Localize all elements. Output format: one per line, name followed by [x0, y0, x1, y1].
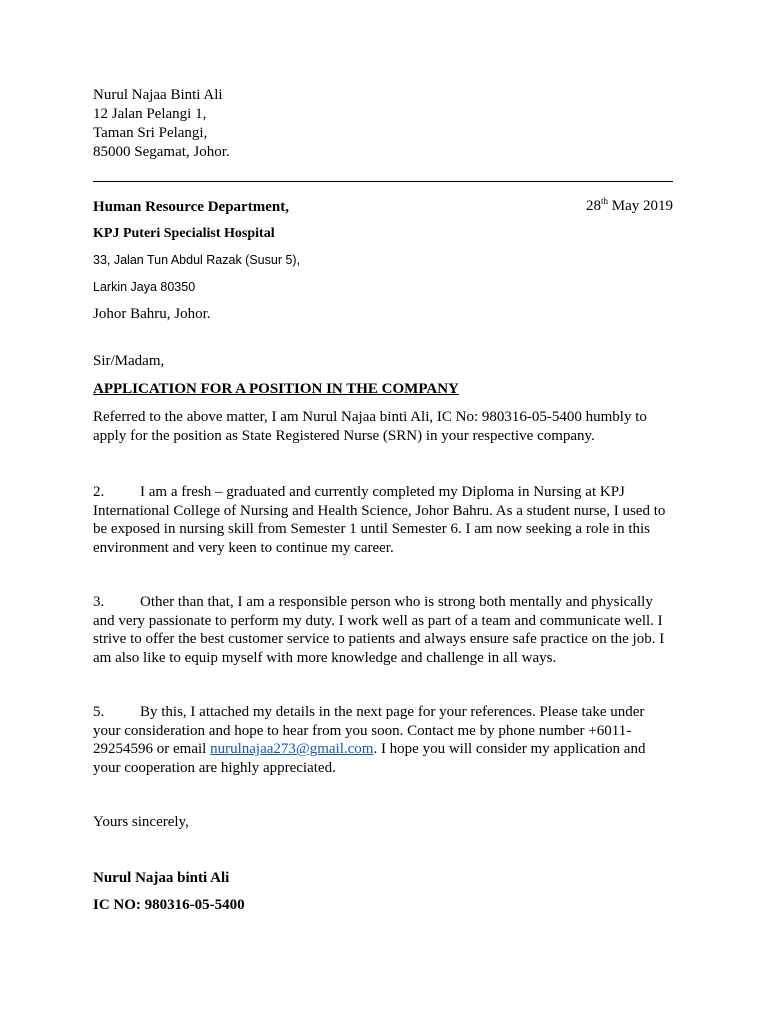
paragraph-2: [93, 483, 675, 557]
sender-address-line-1: 12 Jalan Pelangi 1,: [93, 106, 207, 122]
sender-name: Nurul Najaa Binti Ali: [93, 87, 223, 103]
header-divider: [93, 181, 673, 182]
sender-address-line-2: Taman Sri Pelangi,: [93, 125, 208, 141]
recipient-address-line-3: Johor Bahru, Johor.: [93, 306, 211, 322]
recipient-organization: KPJ Puteri Specialist Hospital: [93, 226, 275, 241]
recipient-address-line-2: Larkin Jaya 80350: [93, 280, 196, 294]
subject-heading: APPLICATION FOR A POSITION IN THE COMPANY: [93, 381, 459, 397]
paragraph-number: 2.: [93, 484, 105, 500]
paragraph-text-end: . I hope you will consider my application and your cooperation are highly appreciated.: [93, 741, 646, 776]
signature-ic-number: IC NO: 980316-05-5400: [93, 897, 245, 913]
sender-address-line-3: 85000 Segamat, Johor.: [93, 144, 230, 160]
date-month-year: May 2019: [608, 198, 673, 214]
paragraph-number: 3.: [93, 594, 105, 610]
letter-date: [586, 197, 673, 216]
date-day: 28: [585, 198, 601, 214]
recipient-address-line-1: 33, Jalan Tun Abdul Razak (Susur 5),: [93, 253, 301, 267]
paragraph-text: By this, I attached my details in the next page for your references. Please take under your consideration and hope to hear from you soon. Contact me by phone number +6011-29254596 or email: [93, 704, 645, 758]
intro-paragraph: [93, 408, 675, 445]
paragraph-text: Other than that, I am a responsible person who is strong both mentally and physically and very passionate to perform my duty. I work well as part of a team and communicate well. I strive to offer the best customer service to patients and always ensure safe practice on the job. I am also like to equip myself with more knowledge and challenge in all ways.: [93, 594, 665, 666]
date-suffix: th: [600, 196, 608, 206]
paragraph-5: [93, 703, 675, 777]
signoff: Yours sincerely,: [93, 814, 189, 830]
paragraph-3: [93, 593, 675, 667]
recipient-department: Human Resource Department,: [93, 199, 289, 215]
signature-name: Nurul Najaa binti Ali: [93, 870, 230, 886]
paragraph-text: I am a fresh – graduated and currently completed my Diploma in Nursing at KPJ International College of Nursing and Health Science, Johor Bahru. As a student nurse, I used to be exposed in nursing skill from Semester 1 until Semester 6. I am now seeking a role in this environment and very keen to continue my career.: [93, 484, 666, 556]
paragraph-number: 5.: [93, 704, 105, 720]
intro-text: Referred to the above matter, I am Nurul Najaa binti Ali, IC No: 980316-05-5400 humbly to apply for the position as State Registered Nurse (SRN) in your respective company.: [93, 409, 647, 444]
email-link[interactable]: nurulnajaa273@gmail.com: [210, 741, 374, 758]
salutation: Sir/Madam,: [93, 353, 165, 369]
